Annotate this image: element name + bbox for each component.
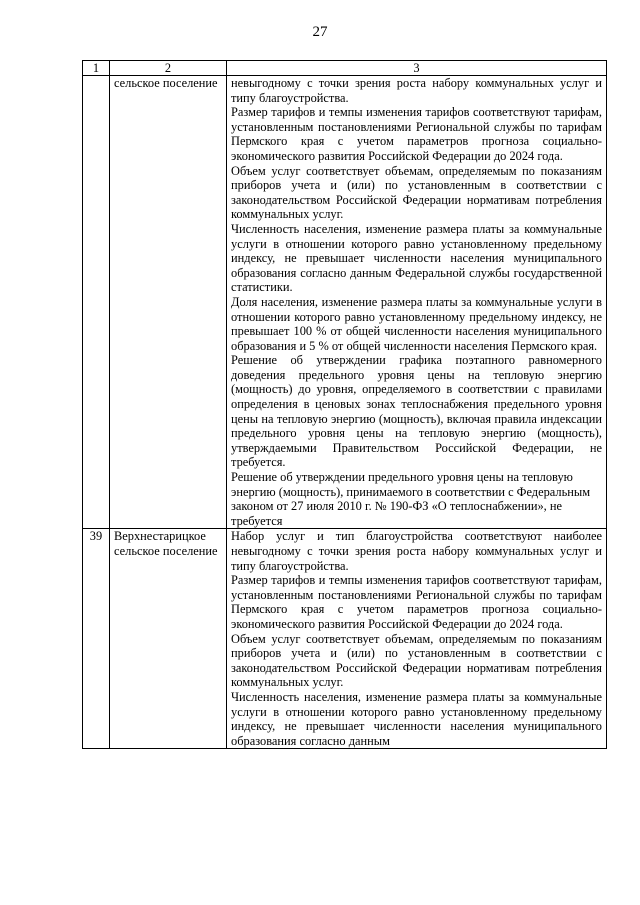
header-col-1: 1 [83, 61, 110, 76]
settlements-table [82, 60, 607, 749]
table-row [83, 529, 607, 749]
condition-paragraph: Размер тарифов и темпы изменения тарифов соответствуют тарифам, установленным постановлениями Региональной службы по тарифам Пермского края с учетом параметров прогноза социально-экономического развития Российской Федерации до 2024 года. [231, 105, 602, 163]
row-number [83, 76, 110, 529]
condition-paragraph: Решение об утверждении графика поэтапного равномерного доведения предельного уровня цены на тепловую энергию (мощность) до уровня, определяемого в соответствии с правилами определения в ценовых зонах теплоснабжения предельного уровня цены на тепловую энергию (мощность), включая правила индексации предельного уровня цены на тепловую энергию (мощность), утверждаемыми Правительством Российской Федерации, не требуется. [231, 353, 602, 470]
condition-paragraph: Решение об утверждении предельного уровня цены на тепловую энергию (мощность), принимаемого в соответствии с Федеральным законом от 27 июля 2010 г. № 190-ФЗ «О теплоснабжении», не требуется [231, 470, 591, 528]
conditions-cell [227, 76, 607, 529]
table-row [83, 76, 607, 529]
condition-paragraph: Размер тарифов и темпы изменения тарифов соответствуют тарифам, установленным постановлениями Региональной службы по тарифам Пермского края с учетом параметров прогноза социально-экономического развития Российской Федерации до 2024 года. [231, 573, 602, 631]
header-col-2: 2 [110, 61, 227, 76]
condition-paragraph: Объем услуг соответствует объемам, определяемым по показаниям приборов учета и (или) по установленным в соответствии с законодательством Российской Федерации нормативам потребления коммунальных услуг. [231, 631, 602, 690]
header-col-3: 3 [227, 61, 607, 76]
settlement-name: сельское поселение [110, 76, 227, 529]
settlement-name: Верхнестарицкое сельское поселение [110, 529, 227, 749]
conditions-cell [227, 529, 607, 749]
condition-paragraph: Численность населения, изменение размера платы за коммунальные услуги в отношении которого равно установленному предельному индексу, не превышает численности населения муниципального образования согласно данным [231, 689, 602, 748]
condition-paragraph: Объем услуг соответствует объемам, определяемым по показаниям приборов учета и (или) по установленным в соответствии с законодательством Российской Федерации нормативам потребления коммунальных услуг. [231, 163, 602, 222]
page-number: 27 [312, 24, 328, 40]
condition-paragraph: Доля населения, изменение размера платы за коммунальные услуги в отношении которого равно установленному предельному индексу, не превышает 100 % от общей численности населения муниципального образования и 5 % от общей численности населения Пермского края. [231, 294, 602, 353]
condition-paragraph: невыгодному с точки зрения роста набору коммунальных услуг и типу благоустройства. [231, 76, 602, 105]
table-header-row [83, 61, 607, 76]
row-number: 39 [83, 529, 110, 749]
condition-paragraph: Набор услуг и тип благоустройства соответствуют наиболее невыгодному с точки зрения роста набору коммунальных услуг и типу благоустройства. [231, 529, 602, 573]
condition-paragraph: Численность населения, изменение размера платы за коммунальные услуги в отношении которого равно установленному предельному индексу, не превышает численности населения муниципального образования согласно данным Федеральной службы государственной статистики. [231, 221, 602, 295]
